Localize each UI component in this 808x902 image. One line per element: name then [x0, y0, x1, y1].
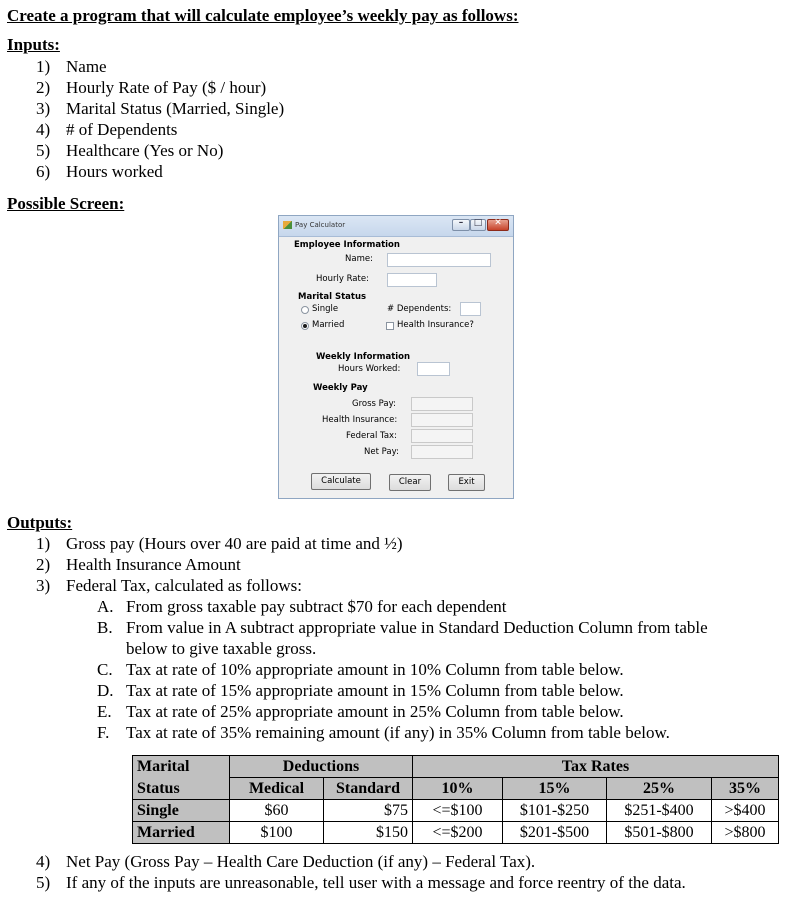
list-item: # of Dependents [66, 120, 178, 139]
list-item: Federal Tax, calculated as follows: [66, 576, 302, 595]
list-item: Hours worked [66, 162, 163, 181]
married-label: Married [312, 320, 345, 330]
row-rate-25: $251-$400 [607, 800, 712, 822]
list-item: If any of the inputs are unreasonable, tell user with a message and force reentry of the data. [66, 873, 686, 892]
row-rate-15: $101-$250 [503, 800, 607, 822]
header-standard: Standard [324, 778, 413, 800]
hours-worked-input[interactable] [417, 362, 450, 376]
table-row [133, 800, 779, 822]
employee-info-group: Employee Information [294, 240, 400, 250]
window-titlebar [279, 216, 513, 237]
gross-pay-output [411, 397, 473, 411]
header-35: 35% [712, 778, 779, 800]
row-status: Married [133, 822, 230, 844]
inputs-heading: Inputs: [7, 35, 60, 54]
row-rate-10: <=$100 [413, 800, 503, 822]
list-item-number: 5) [36, 873, 51, 892]
list-item: Net Pay (Gross Pay – Health Care Deduction (if any) – Federal Tax). [66, 852, 536, 871]
minimize-button[interactable] [452, 219, 470, 231]
row-rate-35: >$800 [712, 822, 779, 844]
health-insurance-output [411, 413, 473, 427]
row-medical: $100 [230, 822, 324, 844]
calculate-button[interactable]: Calculate [311, 473, 371, 490]
net-pay-output [411, 445, 473, 459]
name-label: Name: [345, 254, 373, 264]
step-letter: D. [97, 681, 114, 700]
health-insurance-label: Health Insurance: [322, 415, 398, 425]
row-rate-25: $501-$800 [607, 822, 712, 844]
header-15: 15% [503, 778, 607, 800]
exit-button[interactable]: Exit [448, 474, 485, 491]
window-title: Pay Calculator [295, 221, 346, 229]
list-item-number: 2) [36, 78, 51, 97]
dependents-label: # Dependents: [387, 304, 452, 314]
list-item-number: 4) [36, 852, 51, 871]
list-item: Healthcare (Yes or No) [66, 141, 224, 160]
weekly-pay-group: Weekly Pay [313, 383, 368, 393]
maximize-icon: □ [473, 218, 483, 228]
list-item-number: 5) [36, 141, 51, 160]
pay-calculator-window [278, 215, 514, 499]
step-item: From value in A subtract appropriate value in Standard Deduction Column from table [126, 618, 708, 637]
name-input[interactable] [387, 253, 491, 267]
app-icon [283, 221, 292, 229]
minimize-icon: – [458, 218, 464, 228]
health-insurance-check-label: Health Insurance? [397, 320, 474, 330]
row-rate-10: <=$200 [413, 822, 503, 844]
header-medical: Medical [230, 778, 324, 800]
single-radio[interactable] [301, 306, 309, 314]
row-status: Single [133, 800, 230, 822]
step-letter: E. [97, 702, 112, 721]
step-letter: A. [97, 597, 114, 616]
close-icon: ✕ [494, 218, 502, 228]
federal-tax-output [411, 429, 473, 443]
step-item: Tax at rate of 25% appropriate amount in 25% Column from table below. [126, 702, 624, 721]
list-item: Name [66, 57, 107, 76]
weekly-info-group: Weekly Information [316, 352, 411, 362]
dependents-input[interactable] [460, 302, 481, 316]
step-item-continued: below to give taxable gross. [126, 639, 317, 658]
list-item-number: 1) [36, 534, 51, 553]
header-25: 25% [607, 778, 712, 800]
step-letter: F. [97, 723, 110, 742]
list-item-number: 4) [36, 120, 51, 139]
hourly-rate-input[interactable] [387, 273, 437, 287]
row-standard: $75 [324, 800, 413, 822]
net-pay-label: Net Pay: [364, 447, 399, 457]
health-insurance-checkbox[interactable] [386, 322, 394, 330]
hours-worked-label: Hours Worked: [338, 364, 401, 374]
table-header-row [133, 756, 779, 778]
marital-status-group: Marital Status [298, 292, 367, 302]
list-item-number: 2) [36, 555, 51, 574]
list-item: Hourly Rate of Pay ($ / hour) [66, 78, 267, 97]
single-label: Single [312, 304, 339, 314]
row-rate-15: $201-$500 [503, 822, 607, 844]
step-letter: C. [97, 660, 113, 679]
federal-tax-label: Federal Tax: [346, 431, 397, 441]
list-item: Gross pay (Hours over 40 are paid at time and ½) [66, 534, 403, 553]
gross-pay-label: Gross Pay: [352, 399, 396, 409]
list-item-number: 1) [36, 57, 51, 76]
header-tax-rates: Tax Rates [413, 756, 779, 778]
row-standard: $150 [324, 822, 413, 844]
table-subheader-row [133, 778, 779, 800]
list-item-number: 3) [36, 99, 51, 118]
row-medical: $60 [230, 800, 324, 822]
header-status: Status [133, 778, 230, 800]
step-letter: B. [97, 618, 113, 637]
clear-button[interactable]: Clear [389, 474, 431, 491]
header-10: 10% [413, 778, 503, 800]
hourly-rate-label: Hourly Rate: [316, 274, 369, 284]
tax-rate-table [132, 755, 779, 844]
header-deductions: Deductions [230, 756, 413, 778]
married-radio[interactable] [301, 322, 309, 330]
maximize-button[interactable] [470, 219, 486, 231]
outputs-heading: Outputs: [7, 513, 73, 532]
row-rate-35: >$400 [712, 800, 779, 822]
step-item: Tax at rate of 10% appropriate amount in 10% Column from table below. [126, 660, 624, 679]
list-item-number: 3) [36, 576, 51, 595]
list-item-number: 6) [36, 162, 51, 181]
step-item: Tax at rate of 15% appropriate amount in 15% Column from table below. [126, 681, 624, 700]
list-item: Health Insurance Amount [66, 555, 241, 574]
screen-heading: Possible Screen: [7, 194, 125, 213]
page-title: Create a program that will calculate employee’s weekly pay as follows: [7, 6, 519, 25]
close-button[interactable] [487, 219, 509, 231]
list-item: Marital Status (Married, Single) [66, 99, 285, 118]
header-marital: Marital [133, 756, 230, 778]
step-item: Tax at rate of 35% remaining amount (if any) in 35% Column from table below. [126, 723, 670, 742]
step-item: From gross taxable pay subtract $70 for each dependent [126, 597, 507, 616]
table-row [133, 822, 779, 844]
